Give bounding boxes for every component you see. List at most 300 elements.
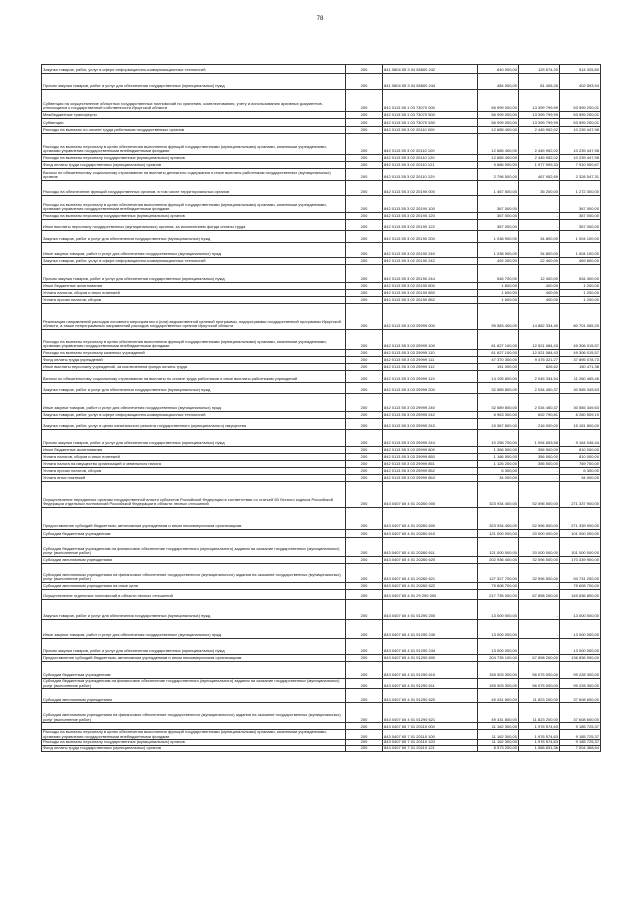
row-admin-code-cell: 200 — [346, 740, 383, 746]
row-rest-cell: 13 000 000,00 — [560, 620, 601, 639]
row-classification-code-cell: 842 0113 55 3 02 20190 122 — [383, 220, 478, 231]
row-fact-cell: 12 400,00 — [519, 265, 560, 283]
row-admin-code-cell: 200 — [346, 290, 383, 297]
row-rest-cell: 7 910 900,67 — [560, 162, 601, 169]
row-fact-cell: - — [519, 620, 560, 639]
row-name-cell: Расходы на выплаты персоналу в целях обеспечения выполнения функций государственными (муниципальными) органами, казенными учреждениями, органами управления государственными внебюджетными фондами — [42, 196, 346, 213]
row-plan-cell: 1 166 500,00 — [478, 454, 519, 461]
row-plan-cell: 546 700,00 — [478, 265, 519, 283]
row-name-cell: Предоставление субсидий бюджетным, автономным учреждениям и иным некоммерческим организациям — [42, 655, 346, 662]
row-plan-cell: 14 105 800,00 — [478, 371, 519, 383]
row-rest-cell: 367 000,00 — [560, 220, 601, 231]
row-rest-cell: 769 700,00 — [560, 461, 601, 468]
row-name-cell: Фонд оплаты труда государственных (муниципальных) органов — [42, 745, 346, 751]
row-rest-cell: 402 593,94 — [560, 74, 601, 90]
row-admin-code-cell: 200 — [346, 600, 383, 620]
table-row — [42, 583, 601, 590]
row-name-cell: Субсидии автономным учреждениям на финансовое обеспечение государственного (муниципального) задания на оказание государственных (муниципальных) услуг (выполнение работ) — [42, 564, 346, 583]
table-row — [42, 430, 601, 447]
row-rest-cell: 1 272 300,00 — [560, 181, 601, 196]
row-fact-cell: - — [519, 468, 560, 475]
table-row — [42, 530, 601, 538]
row-fact-cell: 11 823 200,00 — [519, 689, 560, 703]
row-admin-code-cell: 200 — [346, 454, 383, 461]
row-classification-code-cell: 843 0407 65 4 01 20260 611 — [383, 538, 478, 557]
row-fact-cell: - — [519, 475, 560, 482]
row-name-cell: Расходы на выплаты персоналу в целях обеспечения выполнения функций государственными (муниципальными) органами, казенными учреждениями, органами управления государственными внебюджетными фондами — [42, 330, 346, 350]
row-admin-code-cell: 200 — [346, 265, 383, 283]
row-classification-code-cell: 842 0113 55 3 02 20110 100 — [383, 134, 478, 155]
row-name-cell: Расходы на выплаты персоналу в целях обеспечения выполнения функций государственными (муниципальными) органами, казенными учреждениями, органами управления государственными внебюджетными фондами — [42, 134, 346, 155]
row-name-cell: Взносы по обязательному социальному страхованию на выплаты денежного содержания и иные выплаты работникам государственных (муниципальных) органов — [42, 169, 346, 181]
row-admin-code-cell: 200 — [346, 181, 383, 196]
row-name-cell: Расходы на выплаты по оплате труда работников государственных органов — [42, 127, 346, 134]
row-fact-cell: 1 976 574,63 — [519, 723, 560, 730]
row-fact-cell: 400,00 — [519, 297, 560, 304]
row-fact-cell: 12 521 084,43 — [519, 350, 560, 357]
table-row — [42, 297, 601, 304]
row-rest-cell: 9 185 725,37 — [560, 740, 601, 746]
row-name-cell: Закупка товаров, работ и услуг для обеспечения государственных (муниципальных) нужд — [42, 383, 346, 394]
row-classification-code-cell: 843 0407 65 4 01 29 290 000 — [383, 590, 478, 600]
row-name-cell: Уплата прочих налогов, сборов — [42, 297, 346, 304]
row-admin-code-cell: 200 — [346, 90, 383, 112]
row-fact-cell: 67 898 200,00 — [519, 655, 560, 662]
table-row — [42, 304, 601, 330]
row-rest-cell: 49 306 015,57 — [560, 330, 601, 350]
row-rest-cell: 10 239 447,98 — [560, 134, 601, 155]
row-fact-cell: 20 000 000,00 — [519, 538, 560, 557]
row-rest-cell: 150 471,38 — [560, 364, 601, 371]
row-fact-cell: 67 898 200,00 — [519, 590, 560, 600]
row-admin-code-cell: 200 — [346, 283, 383, 290]
row-fact-cell: 2 045 334,54 — [519, 371, 560, 383]
row-fact-cell: 52 596 500,00 — [519, 482, 560, 508]
row-fact-cell: 125 674,20 — [519, 65, 560, 74]
row-name-cell: Прочая закупка товаров, работ и услуг для обеспечения государственных (муниципальных) нужд — [42, 74, 346, 90]
row-plan-cell: 155 303 300,00 — [478, 679, 519, 689]
row-name-cell: Субсидии автономным учреждениям — [42, 557, 346, 564]
row-classification-code-cell: 843 0407 65 4 01 20260 610 — [383, 530, 478, 538]
row-rest-cell: 37 608 600,00 — [560, 703, 601, 723]
row-classification-code-cell: 841 0804 55 3 04 56600 244 — [383, 74, 478, 90]
row-rest-cell: 101 000 000,00 — [560, 530, 601, 538]
row-rest-cell: 49 306 015,57 — [560, 350, 601, 357]
row-plan-cell: 6 300,00 — [478, 468, 519, 475]
row-classification-code-cell: 843 0407 65 4 01 20260 000 — [383, 482, 478, 508]
row-rest-cell: 469 800,00 — [560, 258, 601, 265]
row-rest-cell: 13 000 000,00 — [560, 600, 601, 620]
row-classification-code-cell: 842 0113 55 3 02 20110 121 — [383, 162, 478, 169]
row-admin-code-cell: 200 — [346, 461, 383, 468]
row-name-cell: Фонд оплаты труда учреждений — [42, 357, 346, 364]
row-rest-cell: 37 608 600,00 — [560, 689, 601, 703]
row-admin-code-cell: 200 — [346, 394, 383, 412]
row-classification-code-cell: 842 0113 55 3 03 29999 244 — [383, 430, 478, 447]
row-rest-cell: 30 565 349,63 — [560, 394, 601, 412]
row-name-cell: Реализация направлений расходов основного мероприятия и (или) ведомственной целевой программы, подпрограммы государственной программы Иркутской области, а также непрограммных направлений расходов государственных органов Иркутской области — [42, 304, 346, 330]
row-fact-cell: 32 596 500,00 — [519, 564, 560, 583]
row-name-cell: Иные закупки товаров, работ и услуг для обеспечения государственных (муниципальных) нужд — [42, 620, 346, 639]
row-admin-code-cell: 200 — [346, 530, 383, 538]
row-plan-cell: 11 162 300,00 — [478, 723, 519, 730]
row-classification-code-cell: 842 0113 55 3 02 20190 100 — [383, 196, 478, 213]
row-fact-cell: 2 445 952,02 — [519, 127, 560, 134]
row-plan-cell: 367 000,00 — [478, 196, 519, 213]
table-row — [42, 371, 601, 383]
row-name-cell: Предоставление субсидий бюджетным, автономным учреждениям и иным некоммерческим организациям — [42, 508, 346, 530]
table-row — [42, 162, 601, 169]
row-rest-cell: 1 004 100,00 — [560, 243, 601, 258]
row-plan-cell: 12 685 400,00 — [478, 155, 519, 162]
row-plan-cell: 2 796 500,00 — [478, 169, 519, 181]
row-fact-cell: 32 596 500,00 — [519, 557, 560, 564]
row-classification-code-cell: 842 0113 55 3 03 29999 112 — [383, 364, 478, 371]
row-admin-code-cell: 200 — [346, 590, 383, 600]
row-name-cell: Субсидии автономным учреждениям на иные цели — [42, 583, 346, 590]
row-fact-cell: 34 800,00 — [519, 231, 560, 243]
row-classification-code-cell: 843 0407 65 4 01 20260 622 — [383, 583, 478, 590]
row-admin-code-cell: 200 — [346, 620, 383, 639]
row-admin-code-cell: 200 — [346, 564, 383, 583]
row-fact-cell: 2 445 952,02 — [519, 155, 560, 162]
row-name-cell: Прочая закупка товаров, работ и услуг для обеспечения государственных (муниципальных) нужд — [42, 430, 346, 447]
row-admin-code-cell: 200 — [346, 468, 383, 475]
row-rest-cell: 810 000,00 — [560, 447, 601, 454]
row-name-cell: Субсидии бюджетным учреждениям — [42, 662, 346, 679]
table-row — [42, 258, 601, 265]
table-row — [42, 703, 601, 723]
row-plan-cell: 9 686 900,00 — [478, 162, 519, 169]
row-plan-cell: 13 000 000,00 — [478, 639, 519, 655]
row-plan-cell: 1 467 500,00 — [478, 181, 519, 196]
row-admin-code-cell: 200 — [346, 65, 383, 74]
row-rest-cell: 75 608 700,00 — [560, 583, 601, 590]
row-classification-code-cell: 842 0113 55 3 02 20190 242 — [383, 258, 478, 265]
row-fact-cell: - — [519, 196, 560, 213]
row-name-cell: Закупка товаров, работ, услуг в сфере информационно-коммуникационных технологий — [42, 65, 346, 74]
row-fact-cell: 1 976 574,63 — [519, 730, 560, 740]
row-rest-cell: 34 000,00 — [560, 475, 601, 482]
row-admin-code-cell: 200 — [346, 538, 383, 557]
row-name-cell: Осуществление переданных органам государственной власти субъектов Российской Федерации в соответствии со статьей 83 Лесного кодекса Российской Федерации отдельных полномочий Российской Федерации в области лесных отношений — [42, 482, 346, 508]
table-row — [42, 419, 601, 430]
row-name-cell: Уплата иных платежей — [42, 475, 346, 482]
table-row — [42, 468, 601, 475]
row-classification-code-cell: 842 0113 55 1 03 73070 500 — [383, 112, 478, 119]
table-row — [42, 74, 601, 90]
row-plan-cell: 61 627 100,00 — [478, 350, 519, 357]
row-name-cell: Иные закупки товаров, работ и услуг для обеспечения государственных (муниципальных) нужд — [42, 243, 346, 258]
table-row — [42, 508, 601, 530]
row-classification-code-cell: 843 0407 65 4 01 20260 620 — [383, 557, 478, 564]
row-fact-cell: 2 445 952,02 — [519, 134, 560, 155]
row-admin-code-cell: 200 — [346, 112, 383, 119]
row-name-cell: Субсидии автономным учреждениям — [42, 689, 346, 703]
row-classification-code-cell: 842 0113 55 3 03 29999 111 — [383, 357, 478, 364]
row-plan-cell: 1 600,00 — [478, 283, 519, 290]
row-fact-cell: 692 790,81 — [519, 412, 560, 419]
row-plan-cell: 6 963 300,00 — [478, 412, 519, 419]
row-classification-code-cell: 843 0407 65 7 01 20110 100 — [383, 730, 478, 740]
row-admin-code-cell: 200 — [346, 258, 383, 265]
row-fact-cell: 81 406,26 — [519, 74, 560, 90]
table-row — [42, 723, 601, 730]
table-row — [42, 196, 601, 213]
row-fact-cell: 826,62 — [519, 364, 560, 371]
table-row — [42, 412, 601, 419]
table-row — [42, 181, 601, 196]
row-admin-code-cell: 200 — [346, 162, 383, 169]
row-fact-cell: - — [519, 220, 560, 231]
row-fact-cell: 13 399 799,99 — [519, 112, 560, 119]
row-rest-cell: 94 731 200,00 — [560, 564, 601, 583]
row-admin-code-cell: 200 — [346, 297, 383, 304]
row-rest-cell: 2 328 547,31 — [560, 169, 601, 181]
row-fact-cell: 12 521 084,43 — [519, 330, 560, 350]
row-rest-cell: 271 339 900,00 — [560, 508, 601, 530]
table-row — [42, 475, 601, 482]
row-name-cell: Субвенция на осуществление областных государственных полномочий по хранению, комплектованию, учету и использованию архивных документов, относящихся к государственной собственности Иркутской области — [42, 90, 346, 112]
row-name-cell: Фонд оплаты труда государственных (муниципальных) органов — [42, 162, 346, 169]
row-admin-code-cell: 200 — [346, 639, 383, 655]
row-fact-cell: 400,00 — [519, 290, 560, 297]
row-plan-cell: 155 303 300,00 — [478, 662, 519, 679]
row-name-cell: Субсидии автономным учреждениям на финансовое обеспечение государственного (муниципального) задания на оказание государственных (муниципальных) услуг (выполнение работ) — [42, 703, 346, 723]
table-row — [42, 155, 601, 162]
row-classification-code-cell: 843 0407 65 4 01 51290 620 — [383, 689, 478, 703]
row-admin-code-cell: 200 — [346, 364, 383, 371]
row-admin-code-cell: 200 — [346, 357, 383, 364]
row-classification-code-cell: 843 0407 65 7 01 20110 120 — [383, 740, 478, 746]
row-plan-cell: 61 627 100,00 — [478, 330, 519, 350]
table-row — [42, 119, 601, 127]
row-rest-cell: 810 000,00 — [560, 454, 601, 461]
row-name-cell: Иные выплаты персоналу государственных (муниципальных) органов, за исключением фонда оплаты труда — [42, 220, 346, 231]
row-rest-cell: 367 000,00 — [560, 213, 601, 220]
row-plan-cell: 8 573 200,00 — [478, 745, 519, 751]
row-rest-cell: 53 599 200,01 — [560, 119, 601, 127]
row-plan-cell: 49 431 800,00 — [478, 689, 519, 703]
table-row — [42, 231, 601, 243]
row-classification-code-cell: 843 0407 65 4 01 51290 240 — [383, 620, 478, 639]
row-plan-cell: 66 999 000,00 — [478, 119, 519, 127]
row-classification-code-cell: 843 0407 65 4 01 51290 600 — [383, 655, 478, 662]
table-row — [42, 662, 601, 679]
row-plan-cell: 323 934 400,00 — [478, 508, 519, 530]
row-fact-cell: 11 823 200,00 — [519, 703, 560, 723]
row-fact-cell: 35 200,00 — [519, 181, 560, 196]
row-plan-cell: 15 367 800,00 — [478, 419, 519, 430]
row-plan-cell: 1 600,00 — [478, 297, 519, 304]
row-fact-cell: 1 094 653,56 — [519, 430, 560, 447]
row-admin-code-cell: 200 — [346, 119, 383, 127]
row-rest-cell: 53 599 200,01 — [560, 90, 601, 112]
row-admin-code-cell: 200 — [346, 745, 383, 751]
row-name-cell: Расходы на выплаты персоналу государственных (муниципальных) органов — [42, 213, 346, 220]
row-admin-code-cell: 200 — [346, 412, 383, 419]
table-row — [42, 745, 601, 751]
row-rest-cell: 53 599 200,01 — [560, 112, 601, 119]
row-rest-cell: 80 701 065,20 — [560, 304, 601, 330]
row-fact-cell: 13 399 799,99 — [519, 119, 560, 127]
row-name-cell: Уплата налога на имущество организаций и земельного налога — [42, 461, 346, 468]
row-rest-cell: 11 260 465,46 — [560, 371, 601, 383]
row-plan-cell: 32 589 800,00 — [478, 383, 519, 394]
row-fact-cell: 34 800,00 — [519, 243, 560, 258]
table-row — [42, 383, 601, 394]
table-row — [42, 600, 601, 620]
row-fact-cell: 13 399 799,99 — [519, 90, 560, 112]
row-rest-cell: 10 239 447,98 — [560, 127, 601, 134]
row-classification-code-cell: 842 0113 55 3 02 20190 850 — [383, 290, 478, 297]
row-name-cell: Расходы на выплаты персоналу в целях обеспечения выполнения функций государственными (муниципальными) органами, казенными учреждениями, органами управления государственными внебюджетными фондами — [42, 730, 346, 740]
row-name-cell — [42, 723, 346, 730]
row-plan-cell: 11 162 300,00 — [478, 740, 519, 746]
table-row — [42, 213, 601, 220]
row-plan-cell: 121 000 000,00 — [478, 530, 519, 538]
row-admin-code-cell: 200 — [346, 430, 383, 447]
row-admin-code-cell: 200 — [346, 220, 383, 231]
row-name-cell: Закупка товаров, работ и услуг для обеспечения государственных (муниципальных) нужд — [42, 600, 346, 620]
row-classification-code-cell: 842 0113 55 3 03 29999 853 — [383, 475, 478, 482]
row-plan-cell: 11 162 300,00 — [478, 730, 519, 740]
row-admin-code-cell: 200 — [346, 655, 383, 662]
row-admin-code-cell: 200 — [346, 350, 383, 357]
row-plan-cell: 47 370 300,00 — [478, 357, 519, 364]
row-classification-code-cell: 842 0113 55 3 03 29999 242 — [383, 412, 478, 419]
row-fact-cell: 1 976 574,63 — [519, 740, 560, 746]
row-plan-cell: 121 000 000,00 — [478, 538, 519, 557]
row-name-cell: Межбюджетные трансферты — [42, 112, 346, 119]
table-row — [42, 364, 601, 371]
row-rest-cell: 37 895 078,73 — [560, 357, 601, 364]
row-plan-cell: 66 999 000,00 — [478, 112, 519, 119]
row-admin-code-cell: 200 — [346, 482, 383, 508]
row-fact-cell: - — [519, 639, 560, 655]
row-plan-cell: 13 000 000,00 — [478, 600, 519, 620]
row-classification-code-cell: 843 0407 65 4 01 51290 621 — [383, 703, 478, 723]
row-fact-cell: 356 500,00 — [519, 454, 560, 461]
row-classification-code-cell: 843 0407 65 4 01 51290 200 — [383, 600, 478, 620]
row-classification-code-cell: 843 0407 65 7 01 20110 121 — [383, 745, 478, 751]
row-plan-cell: 10 258 700,00 — [478, 430, 519, 447]
row-classification-code-cell: 842 0113 55 3 02 20190 244 — [383, 265, 478, 283]
row-rest-cell: 1 200,00 — [560, 297, 601, 304]
row-classification-code-cell: 842 0113 55 3 03 29999 100 — [383, 330, 478, 350]
table-row — [42, 350, 601, 357]
row-admin-code-cell: 200 — [346, 74, 383, 90]
table-row — [42, 447, 601, 454]
row-admin-code-cell: 200 — [346, 508, 383, 530]
row-plan-cell: 204 735 100,00 — [478, 655, 519, 662]
row-rest-cell: 9 185 725,37 — [560, 723, 601, 730]
budget-execution-table — [41, 64, 601, 752]
row-name-cell: Закупка товаров, работ, услуг в целях капитального ремонта государственного (муниципального) имущества — [42, 419, 346, 430]
row-name-cell: Уплата налогов, сборов и иных платежей — [42, 454, 346, 461]
row-name-cell: Иные закупки товаров, работ и услуг для обеспечения государственных (муниципальных) нужд — [42, 394, 346, 412]
row-plan-cell: 202 936 400,00 — [478, 557, 519, 564]
row-admin-code-cell: 200 — [346, 662, 383, 679]
row-rest-cell: 136 836 900,00 — [560, 655, 601, 662]
row-plan-cell: 217 735 000,00 — [478, 590, 519, 600]
row-classification-code-cell: 842 0113 55 3 02 20190 800 — [383, 283, 478, 290]
row-fact-cell: 400,00 — [519, 283, 560, 290]
row-rest-cell: 271 337 900,00 — [560, 482, 601, 508]
row-name-cell: Прочая закупка товаров, работ и услуг для обеспечения государственных (муниципальных) нужд — [42, 265, 346, 283]
row-plan-cell: 484 000,00 — [478, 74, 519, 90]
row-rest-cell: 367 000,00 — [560, 196, 601, 213]
row-admin-code-cell: 200 — [346, 213, 383, 220]
table-row — [42, 639, 601, 655]
row-name-cell: Взносы по обязательному социальному страхованию на выплаты по оплате труда работников и иные выплаты работникам учреждений — [42, 371, 346, 383]
row-classification-code-cell: 842 0113 55 3 02 20190 120 — [383, 213, 478, 220]
row-rest-cell: 1 004 100,00 — [560, 231, 601, 243]
row-plan-cell: 1 366 500,00 — [478, 447, 519, 454]
row-name-cell: Уплата налогов, сборов и иных платежей — [42, 290, 346, 297]
table-row — [42, 394, 601, 412]
table-row — [42, 65, 601, 74]
page-number: 78 — [316, 16, 324, 22]
row-fact-cell: 2 034 450,37 — [519, 383, 560, 394]
row-plan-cell: 492 200,00 — [478, 258, 519, 265]
row-fact-cell: 56 075 000,00 — [519, 662, 560, 679]
row-fact-cell: 20 000 000,00 — [519, 530, 560, 538]
table-row — [42, 134, 601, 155]
row-admin-code-cell: 200 — [346, 689, 383, 703]
table-row — [42, 357, 601, 364]
row-classification-code-cell: 842 0113 55 3 02 20190 852 — [383, 297, 478, 304]
table-row — [42, 90, 601, 112]
table-row — [42, 283, 601, 290]
row-plan-cell: 49 431 800,00 — [478, 703, 519, 723]
row-admin-code-cell: 200 — [346, 475, 383, 482]
row-plan-cell: 13 000 000,00 — [478, 620, 519, 639]
row-rest-cell: 149 836 800,00 — [560, 590, 601, 600]
row-name-cell: Субсидии бюджетным учреждениям на финансовое обеспечение государственного (муниципального) задания на оказание государственных (муниципальных) услуг (выполнение работ) — [42, 538, 346, 557]
table-row — [42, 169, 601, 181]
row-plan-cell: 323 934 400,00 — [478, 482, 519, 508]
row-fact-cell: 216 000,00 — [519, 419, 560, 430]
row-classification-code-cell: 842 0113 55 3 03 29999 119 — [383, 371, 478, 383]
row-classification-code-cell: 841 0804 55 3 04 56600 242 — [383, 65, 478, 74]
row-rest-cell: 13 000 000,00 — [560, 639, 601, 655]
table-row — [42, 655, 601, 662]
row-plan-cell: 1 038 900,00 — [478, 243, 519, 258]
row-plan-cell: 32 589 800,00 — [478, 394, 519, 412]
row-name-cell: Субвенции — [42, 119, 346, 127]
row-classification-code-cell: 842 0113 55 3 02 20190 200 — [383, 231, 478, 243]
row-fact-cell: 1 977 999,33 — [519, 162, 560, 169]
row-fact-cell: 52 596 500,00 — [519, 508, 560, 530]
table-row — [42, 220, 601, 231]
row-plan-cell: 1 600,00 — [478, 290, 519, 297]
row-name-cell: Иные выплаты персоналу учреждений, за исключением фонда оплаты труда — [42, 364, 346, 371]
row-rest-cell: 30 565 349,63 — [560, 383, 601, 394]
row-plan-cell: 367 000,00 — [478, 213, 519, 220]
table-row — [42, 454, 601, 461]
table-row — [42, 482, 601, 508]
table-row — [42, 620, 601, 639]
row-classification-code-cell: 842 0113 55 3 02 20190 000 — [383, 181, 478, 196]
row-plan-cell: 75 608 700,00 — [478, 583, 519, 590]
row-rest-cell: 99 228 300,00 — [560, 679, 601, 689]
row-plan-cell: 640 000,00 — [478, 65, 519, 74]
row-admin-code-cell: 200 — [346, 231, 383, 243]
row-admin-code-cell: 200 — [346, 371, 383, 383]
budget-table-container — [41, 64, 601, 752]
table-row — [42, 557, 601, 564]
